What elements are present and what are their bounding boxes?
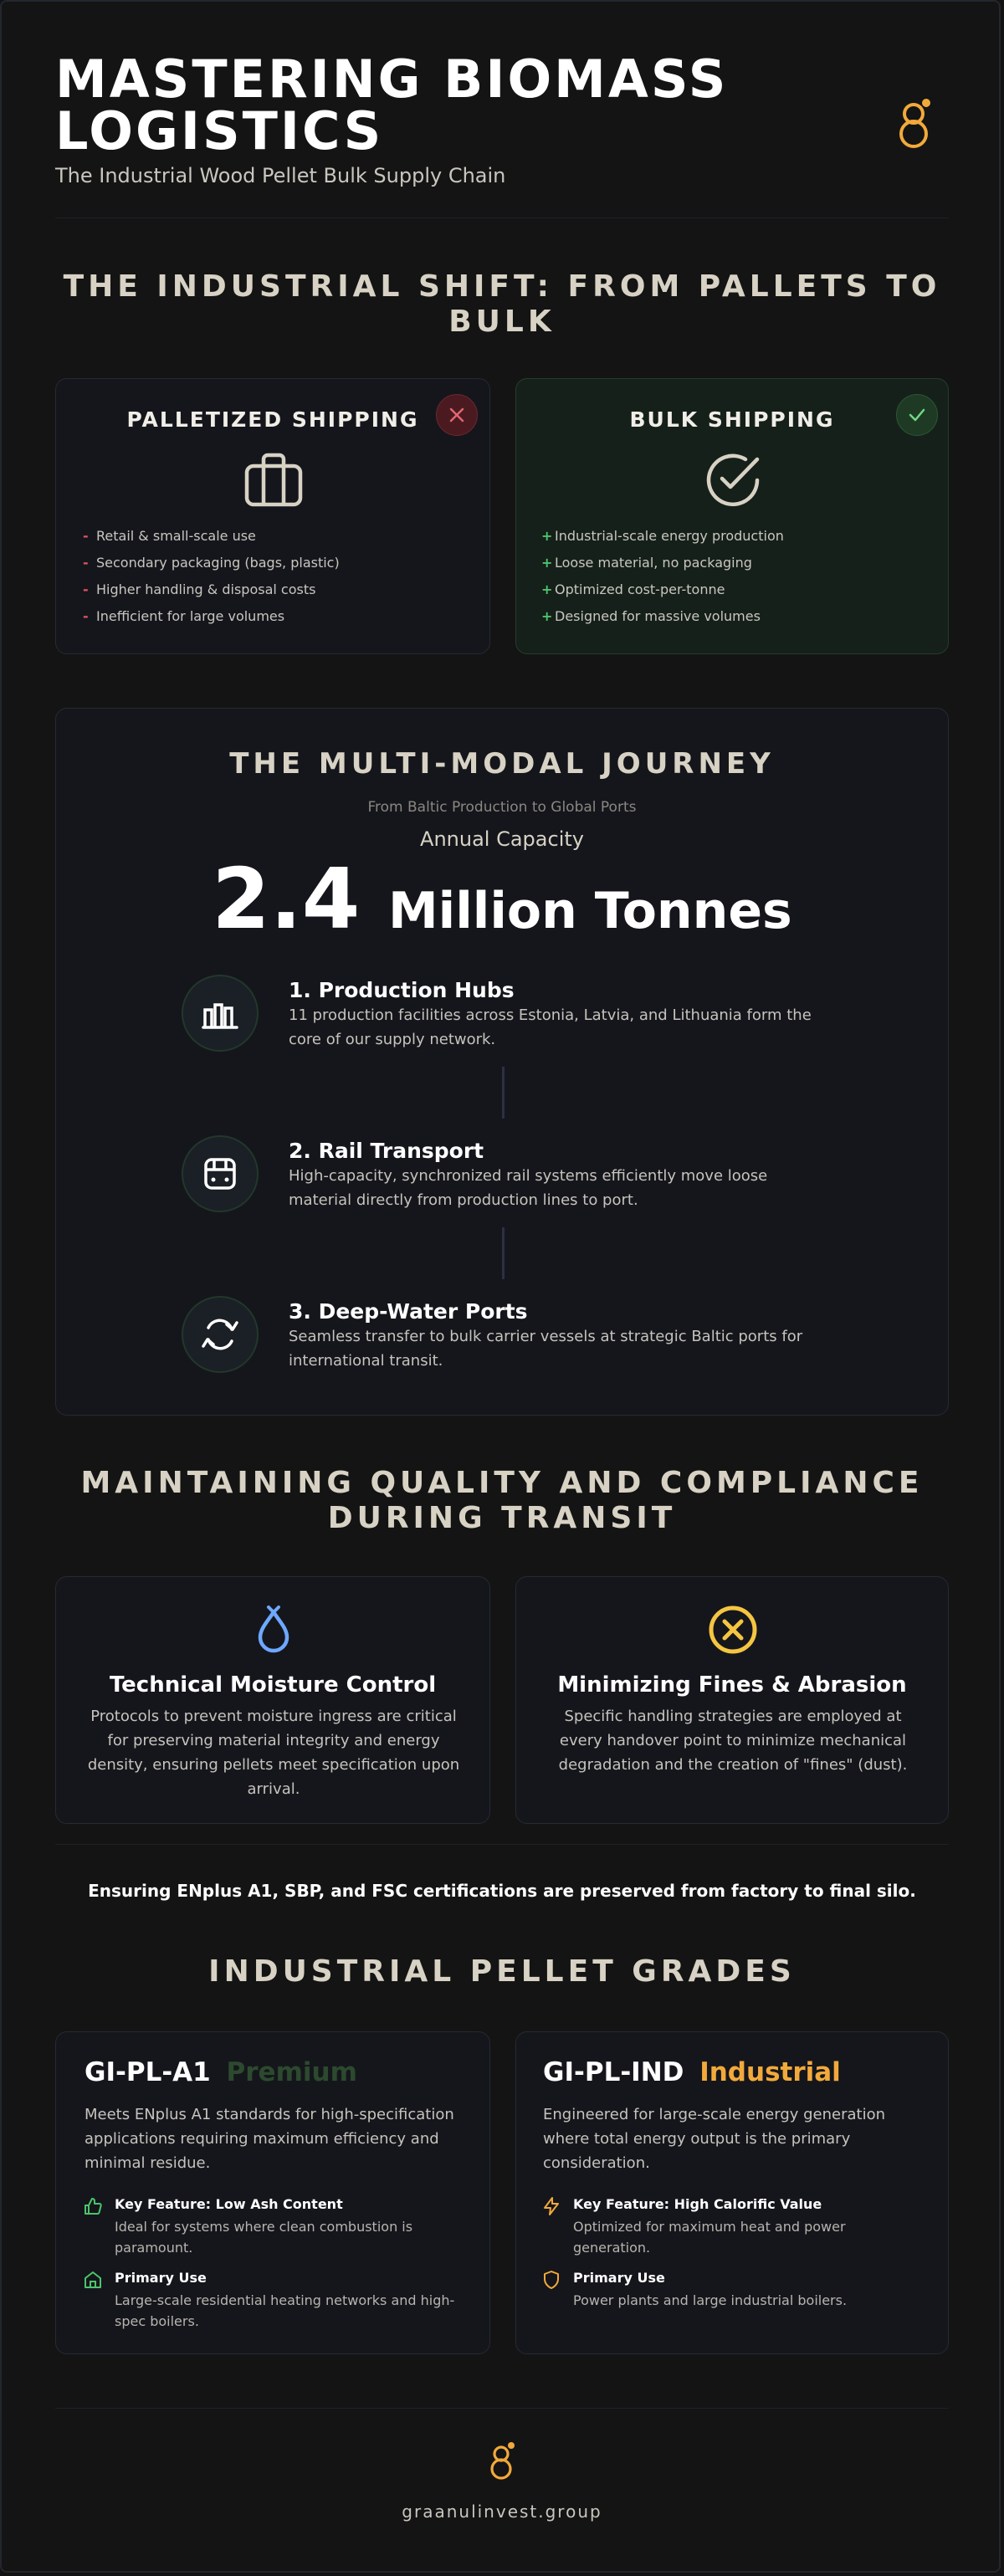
step-connector <box>502 1227 505 1279</box>
bulk-heading: BULK SHIPPING <box>629 407 835 432</box>
quality-card-title: Minimizing Fines & Abrasion <box>557 1672 907 1698</box>
home-icon <box>83 2270 103 2290</box>
step-title: 3. Deep-Water Ports <box>289 1299 528 1324</box>
fines-card <box>515 1576 949 1824</box>
divider <box>55 1844 949 1845</box>
capacity-figure <box>56 849 948 961</box>
step-description: Seamless transfer to bulk carrier vessels at strategic Baltic ports for international transit. <box>289 1328 803 1370</box>
journey-card <box>55 708 949 1416</box>
palletized-card <box>55 378 490 654</box>
shift-section-title: THE INDUSTRIAL SHIFT: FROM PALLETS TO BULK <box>63 269 941 339</box>
feature-title: Primary Use <box>115 2270 207 2286</box>
feature-description: Large-scale residential heating networks and high-spec boilers. <box>115 2292 455 2329</box>
certification-note: Ensuring ENplus A1, SBP, and FSC certifications are preserved from factory to final silo. <box>88 1881 916 1901</box>
check-circle-icon <box>702 449 764 511</box>
journey-subtitle: From Baltic Production to Global Ports <box>367 799 637 816</box>
train-icon <box>182 1135 259 1212</box>
grade-tier: Industrial <box>699 2057 841 2087</box>
quality-section-title: MAINTAINING QUALITY AND COMPLIANCE DURING TRANSIT <box>80 1466 924 1535</box>
palletized-heading: PALLETIZED SHIPPING <box>126 407 419 432</box>
list-item: + Designed for massive volumes <box>541 608 761 624</box>
quality-card-description: Specific handling strategies are employed at every handover point to minimize mechanical degradation and the creation of "fines" (dust). <box>558 1708 908 1774</box>
brand-logo-icon <box>895 97 934 152</box>
grade-heading <box>543 2057 841 2087</box>
bulk-list <box>541 523 784 630</box>
bulk-card <box>515 378 949 654</box>
list-item: + Industrial-scale energy production <box>541 528 784 544</box>
brand-logo-icon <box>488 2441 516 2483</box>
page-subtitle: The Industrial Wood Pellet Bulk Supply Chain <box>55 164 506 187</box>
feature-title: Key Feature: Low Ash Content <box>115 2196 343 2212</box>
x-circle-icon <box>707 1604 759 1656</box>
palletized-list <box>83 523 340 630</box>
droplet-icon <box>248 1604 299 1656</box>
feature-title: Primary Use <box>573 2270 665 2286</box>
quality-card-title: Technical Moisture Control <box>109 1672 437 1698</box>
feature-description: Power plants and large industrial boilers. <box>573 2292 848 2308</box>
grade-heading <box>85 2057 357 2087</box>
moisture-card <box>55 1576 490 1824</box>
thumbs-up-icon <box>83 2196 103 2216</box>
list-item: - Secondary packaging (bags, plastic) <box>83 555 340 571</box>
step-description: 11 production facilities across Estonia, Latvia, and Lithuania form the core of our supply network. <box>289 1006 812 1048</box>
quality-card-description: Protocols to prevent moisture ingress are critical for preserving material integrity and energy density, ensuring pellets meet specification upon arrival. <box>87 1708 460 1798</box>
grade-description: Engineered for large-scale energy generation where total energy output is the primary consideration. <box>543 2106 886 2172</box>
grades-section-title: INDUSTRIAL PELLET GRADES <box>208 1954 796 1989</box>
step-description: High-capacity, synchronized rail systems efficiently move loose material directly from production lines to port. <box>289 1167 768 1209</box>
capacity-value: 2.4 <box>212 850 361 948</box>
briefcase-icon <box>243 451 304 510</box>
list-item: + Optimized cost-per-tonne <box>541 581 725 597</box>
feature-title: Key Feature: High Calorific Value <box>573 2196 822 2212</box>
footer-divider <box>55 2408 949 2409</box>
lightning-icon <box>541 2196 561 2216</box>
list-item: - Higher handling & disposal costs <box>83 581 316 597</box>
grade-code: GI-PL-A1 <box>85 2057 211 2087</box>
capacity-unit: Million Tonnes <box>387 882 792 940</box>
list-item: - Retail & small-scale use <box>83 528 256 544</box>
grade-tier: Premium <box>226 2057 357 2087</box>
step-title: 2. Rail Transport <box>289 1139 484 1163</box>
factory-icon <box>182 975 259 1052</box>
refresh-icon <box>182 1296 259 1373</box>
shield-icon <box>541 2270 561 2290</box>
journey-title: THE MULTI-MODAL JOURNEY <box>229 747 775 781</box>
grade-card-premium <box>55 2031 490 2354</box>
list-item: + Loose material, no packaging <box>541 555 752 571</box>
grade-card-industrial <box>515 2031 949 2354</box>
grade-description: Meets ENplus A1 standards for high-specification applications requiring maximum efficiency and minimal residue. <box>85 2106 454 2172</box>
step-title: 1. Production Hubs <box>289 978 515 1002</box>
capacity-label: Annual Capacity <box>420 827 584 851</box>
page-title: MASTERING BIOMASS LOGISTICS <box>55 49 729 161</box>
step-connector <box>502 1067 505 1119</box>
feature-description: Ideal for systems where clean combustion is paramount. <box>115 2219 413 2256</box>
feature-description: Optimized for maximum heat and power generation. <box>573 2219 846 2256</box>
footer-site-link[interactable]: graanulinvest.group <box>402 2502 602 2522</box>
grade-code: GI-PL-IND <box>543 2057 684 2087</box>
list-item: - Inefficient for large volumes <box>83 608 285 624</box>
